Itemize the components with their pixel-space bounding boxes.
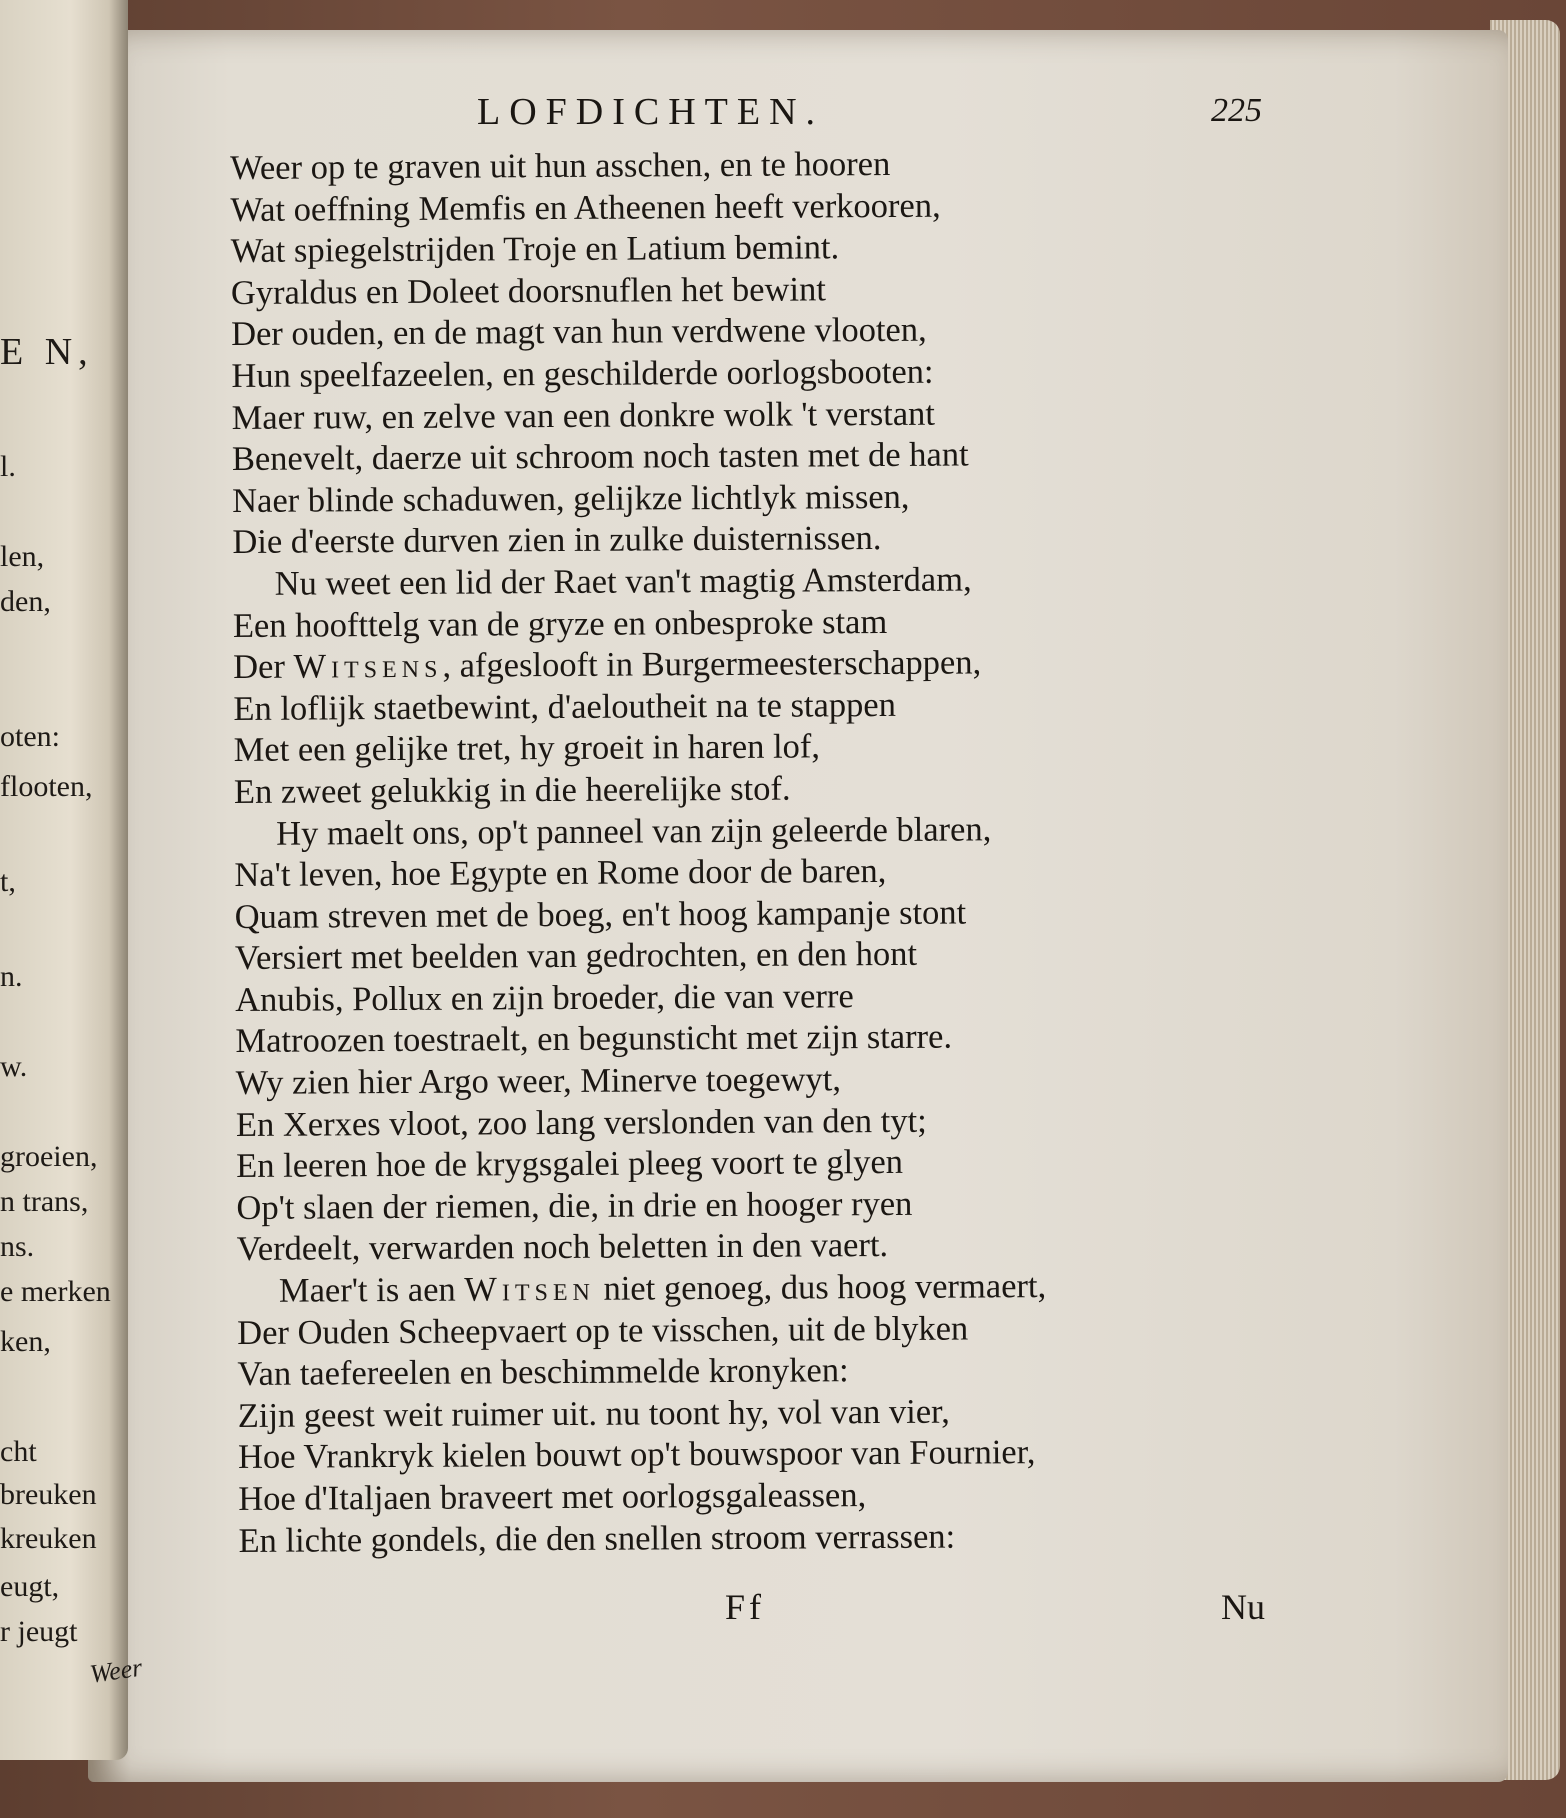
poem-line: Wy zien hier Argo weer, Minerve toegewyt, xyxy=(235,1060,842,1103)
poem-line: En lichte gondels, die den snellen stroom verrassen: xyxy=(238,1517,956,1560)
left-fragment: len, xyxy=(0,540,45,573)
poem-line: Nu weet een lid der Raet van't magtig Amsterdam, xyxy=(274,560,972,603)
left-fragment: n trans, xyxy=(0,1185,89,1218)
poem-line: En zweet gelukkig in die heerelijke stof. xyxy=(233,769,791,811)
poem-line: Hun speelfazeelen, en geschilderde oorlogsbooten: xyxy=(231,352,934,395)
left-fragment: n. xyxy=(0,960,23,993)
poem-line: Maer ruw, en zelve van een donkre wolk 't verstant xyxy=(231,394,936,437)
poem-line-segment: , afgeslooft in Burgermeesterschappen, xyxy=(442,643,982,685)
catchword: Nu xyxy=(1221,1587,1265,1627)
poem-line: Weer op te graven uit hun asschen, en te hooren xyxy=(230,144,891,187)
left-fragment: kreuken xyxy=(0,1522,97,1555)
poem-line: Die d'eerste durven zien in zulke duisternissen. xyxy=(232,519,882,562)
page-number: 225 xyxy=(1211,92,1262,129)
poem-line: Der ouden, en de magt van hun verdwene vlooten, xyxy=(231,311,927,354)
poem-line: Wat spiegelstrijden Troje en Latium bemint. xyxy=(230,228,840,271)
poem-line: Op't slaen der riemen, die, in drie en hooger ryen xyxy=(236,1184,913,1227)
poem-line: Naer blinde schaduwen, gelijkze lichtlyk missen, xyxy=(232,477,910,520)
small-caps-name: Witsen xyxy=(464,1269,596,1309)
left-fragment: den, xyxy=(0,585,51,618)
left-fragment: flooten, xyxy=(0,770,93,803)
poem-line: En loflijk staetbewint, d'aeloutheit na te stappen xyxy=(233,685,897,728)
left-page xyxy=(0,0,145,1760)
left-fragment: r jeugt xyxy=(0,1615,78,1648)
poem-line: Versiert met beelden van gedrochten, en den hont xyxy=(234,935,918,978)
poem-line xyxy=(233,641,1293,689)
left-fragment: ken, xyxy=(0,1325,51,1358)
left-fragment: eugt, xyxy=(0,1570,60,1603)
poem-line: Een hoofttelg van de gryze en onbesproke stam xyxy=(232,602,888,645)
page-footer xyxy=(230,1586,1265,1636)
poem-line: Hoe Vrankryk kielen bouwt op't bouwspoor van Fournier, xyxy=(237,1433,1036,1477)
poem-line: Hy maelt ons, op't panneel van zijn geleerde blaren, xyxy=(276,809,992,853)
left-fragment: oten: xyxy=(0,720,60,753)
poem-line: Hoe d'Italjaen braveert met oorlogsgaleassen, xyxy=(238,1476,867,1518)
left-fragment: l. xyxy=(0,450,16,483)
poem-line-segment: niet genoeg, dus hoog vermaert, xyxy=(594,1267,1047,1308)
poem-line: Benevelt, daerze uit schroom noch tasten met de hant xyxy=(231,435,969,479)
left-fragment: ns. xyxy=(0,1230,35,1263)
poem-line: Quam streven met de boeg, en't hoog kampanje stont xyxy=(234,893,967,936)
poem-line: Matroozen toestraelt, en begunsticht met zijn starre. xyxy=(235,1018,953,1061)
left-fragment: e merken xyxy=(0,1275,111,1308)
poem-line: Gyraldus en Doleet doorsnuflen het bewint xyxy=(230,270,826,312)
poem-line: Wat oeffning Memfis en Atheenen heeft verkooren, xyxy=(230,186,941,229)
left-fragment: groeien, xyxy=(0,1140,98,1173)
poem-line: Van taefereelen en beschimmelde kronyken: xyxy=(237,1351,849,1394)
poem-line: Met een gelijke tret, hy groeit in haren lof, xyxy=(233,727,821,770)
left-fragment: w. xyxy=(0,1050,28,1083)
poem-line: Der Ouden Scheepvaert op te visschen, uit de blyken xyxy=(237,1309,969,1352)
signature-mark: Ff xyxy=(725,1587,766,1627)
poem-line: En leeren hoe de krygsgalei pleeg voort te glyen xyxy=(236,1143,904,1186)
poem-line: Na't leven, hoe Egypte en Rome door de baren, xyxy=(234,852,887,895)
poem-line: Zijn geest weit ruimer uit. nu toont hy, vol van vier, xyxy=(237,1392,950,1435)
poem-line xyxy=(237,1265,1297,1313)
left-fragment: breuken xyxy=(0,1478,97,1511)
poem-line: En Xerxes vloot, zoo lang verslonden van den tyt; xyxy=(235,1101,927,1144)
poem-line: Anubis, Pollux en zijn broeder, die van verre xyxy=(235,977,854,1019)
running-title: LOFDICHTEN. xyxy=(477,91,825,133)
left-fragment: t, xyxy=(0,865,16,898)
page-header xyxy=(232,90,1262,140)
left-catchword: Weer xyxy=(88,1652,145,1689)
poem-line-segment: Maer't is aen xyxy=(278,1270,465,1310)
poem-text-block xyxy=(230,142,1299,1563)
left-fragment: cht xyxy=(0,1435,37,1468)
left-fragment: E N, xyxy=(0,331,94,373)
small-caps-name: Witsens xyxy=(293,646,443,686)
poem-line: Verdeelt, verwarden noch beletten in den vaert. xyxy=(236,1226,889,1269)
poem-line-segment: Der xyxy=(233,647,294,687)
